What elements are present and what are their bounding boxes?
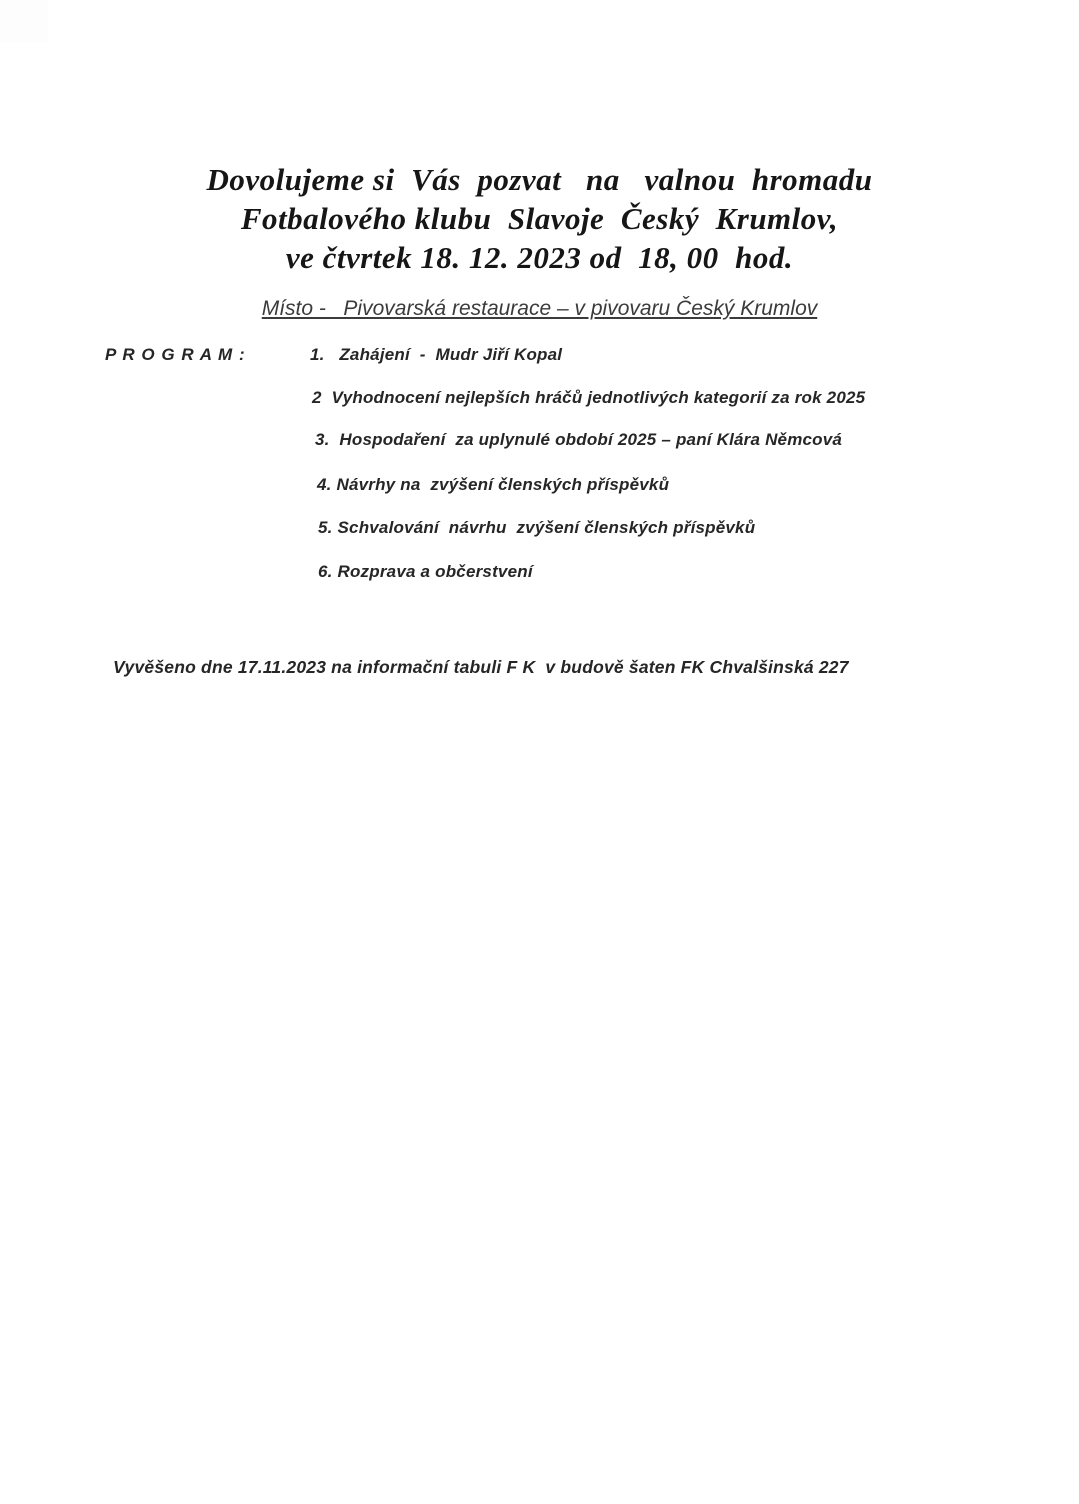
title-line-1: Dovolujeme si Vás pozvat na valnou hromadu — [206, 162, 873, 197]
program-item-3: 3. Hospodaření za uplynulé období 2025 – paní Klára Němcová — [315, 430, 843, 449]
program-label: P R O G R A M : — [105, 345, 246, 364]
venue-line: Místo - Pivovarská restaurace – v pivovaru Český Krumlov — [261, 297, 818, 320]
program-item-2: 2 Vyhodnocení nejlepších hráčů jednotlivých kategorií za rok 2025 — [312, 388, 866, 407]
program-item-1: 1. Zahájení - Mudr Jiří Kopal — [310, 345, 563, 364]
program-item-4: 4. Návrhy na zvýšení členských příspěvků — [317, 475, 670, 494]
program-item-5: 5. Schvalování návrhu zvýšení členských příspěvků — [318, 518, 756, 537]
posting-note: Vyvěšeno dne 17.11.2023 na informační tabuli F K v budově šaten FK Chvalšinská 227 — [113, 657, 849, 677]
program-item-6: 6. Rozprava a občerstvení — [318, 562, 533, 581]
title-line-3: ve čtvrtek 18. 12. 2023 od 18, 00 hod. — [285, 240, 794, 275]
scan-corner-artifact — [0, 0, 48, 42]
title-line-2: Fotbalového klubu Slavoje Český Krumlov, — [240, 201, 839, 236]
invitation-title — [0, 160, 1079, 277]
